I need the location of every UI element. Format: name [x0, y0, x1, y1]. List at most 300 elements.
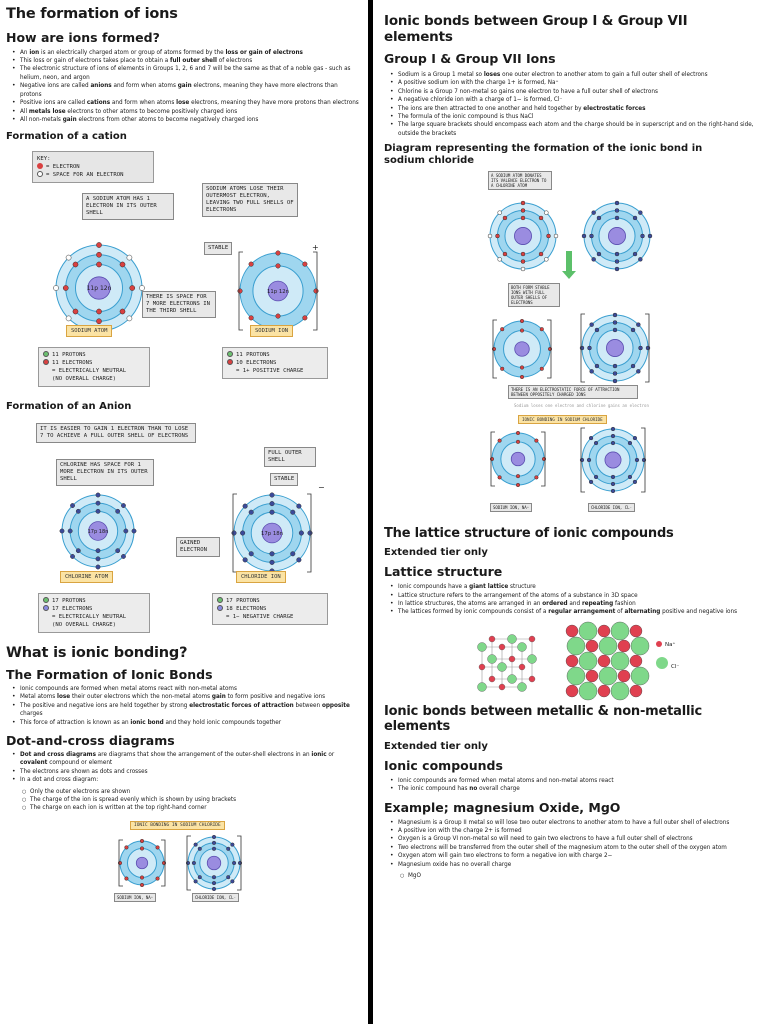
cap-chloride-small: CHLORIDE ION, CL⁻	[192, 893, 239, 902]
list-item: • This loss or gain of electrons takes place to obtain a full outer shell of electrons	[20, 57, 360, 65]
electron	[76, 549, 80, 553]
info-line: 17 PROTONS	[43, 597, 145, 605]
lattice-ion	[488, 654, 497, 663]
cap-sodium-small: SODIUM ION, NA⁺	[114, 893, 156, 902]
list-item: • Lattice structure refers to the arrangement of the atoms of a substance in 3D space	[398, 592, 756, 600]
info-line: 11 PROTONS	[227, 351, 323, 359]
electron	[303, 316, 308, 321]
list-item: ○ Only the outer electrons are shown	[30, 788, 360, 796]
tier-lattice: Extended tier only	[384, 547, 488, 559]
list-item: • All metals lose electrons to other atoms to become positively charged ions	[20, 108, 360, 116]
electron	[70, 555, 74, 559]
lattice-ion	[630, 655, 642, 667]
list-item: • In a dot and cross diagram: ○ Only the outer electrons are shown ○ The charge of the ion is spread evenly which is shown by using brackets ○ The charge on each ion is written at the top right-hand corner	[20, 776, 360, 813]
dot-cross-chloride-ion	[186, 835, 242, 891]
electron	[587, 458, 591, 462]
down-arrow-head-icon	[562, 271, 576, 279]
lattice-ion	[509, 656, 515, 662]
electron	[240, 531, 245, 536]
particle-icon	[43, 597, 49, 603]
electron	[297, 558, 302, 563]
electron	[249, 552, 254, 557]
legend-cl-label: Cl⁻	[671, 663, 680, 670]
heading-lattice: Lattice structure	[384, 564, 503, 580]
electron	[96, 252, 101, 257]
electron	[539, 216, 543, 220]
electron	[498, 258, 502, 262]
electron	[156, 846, 160, 850]
electron	[66, 255, 71, 260]
electron	[140, 876, 144, 880]
heading-formation-bonds: The Formation of Ionic Bonds	[6, 667, 213, 682]
dot-cross-list	[6, 751, 360, 813]
electron	[299, 531, 304, 536]
electron	[314, 289, 319, 294]
electron	[539, 252, 543, 256]
lattice-ion	[499, 644, 505, 650]
electron	[96, 493, 100, 497]
list-item: • Dot and cross diagrams are diagrams that show the arrangement of the outer-shell electrons in an ionic or covalent compound or element	[20, 751, 360, 768]
electron	[232, 531, 237, 536]
electron	[535, 439, 539, 443]
lattice-ion	[611, 682, 629, 700]
electron	[276, 314, 281, 319]
nucleus	[511, 453, 525, 467]
key-electron-row	[37, 163, 149, 171]
lattice-ion	[579, 652, 597, 670]
electron	[641, 234, 645, 238]
lattice-ion	[579, 682, 597, 700]
lattice-ion	[529, 636, 535, 642]
electron	[639, 346, 643, 350]
lattice-ion	[599, 637, 617, 655]
electron	[500, 328, 504, 332]
lattice-ion	[631, 667, 649, 685]
particle-icon	[43, 351, 49, 357]
sodium-atom-info	[38, 347, 150, 387]
electron	[270, 502, 275, 507]
tag-sodium-ion: SODIUM ION	[250, 325, 293, 337]
lattice-ion	[630, 625, 642, 637]
electron	[613, 372, 617, 376]
electron	[140, 883, 144, 887]
legend-na	[656, 641, 675, 648]
electron	[68, 529, 72, 533]
electron	[611, 482, 615, 486]
lattice-ion	[611, 652, 629, 670]
list-item: • A positive sodium ion with the charge 1+ is formed, Na⁺	[398, 79, 756, 87]
electron	[270, 510, 275, 515]
heading-group-ions: Group I & Group VII Ions	[384, 51, 556, 67]
electron	[231, 843, 235, 847]
electron	[597, 252, 601, 256]
space-dot-icon	[37, 171, 43, 177]
metal-list	[384, 777, 756, 794]
lattice-ion	[518, 682, 527, 691]
electron	[615, 209, 619, 213]
nacl-chlorine-atom	[582, 201, 652, 271]
electron	[590, 370, 594, 374]
tag-chlorine-atom: CHLORINE ATOM	[60, 571, 113, 583]
electron	[125, 846, 129, 850]
down-arrow-icon	[566, 251, 572, 273]
list-item: • Two electrons will be transferred from the outer shell of the magnesium atom to the outer shell of the oxygen atom	[398, 844, 756, 852]
electron	[613, 328, 617, 332]
list-item: • The ionic compound has no overall charge	[398, 785, 756, 793]
electron	[73, 262, 78, 267]
electron	[212, 881, 216, 885]
label-force: THERE IS AN ELECTROSTATIC FORCE OF ATTRACTION BETWEEN OPPOSITELY CHARGED IONS	[508, 385, 638, 399]
bonding-list	[6, 685, 360, 727]
group-ions-list	[384, 71, 756, 138]
electron	[631, 364, 635, 368]
electron	[121, 555, 125, 559]
nucleus	[207, 856, 221, 870]
nucleus	[608, 228, 625, 245]
electron	[503, 216, 507, 220]
label-full-shell: FULL OUTER SHELL	[264, 447, 316, 467]
label-space: THERE IS SPACE FOR 7 MORE ELECTRONS IN THE THIRD SHELL	[142, 291, 216, 318]
nacl-final-chloride-ion	[580, 427, 646, 493]
mgo-list	[384, 819, 756, 881]
list-item: • The large square brackets should encompass each atom and the charge should be in superscript and on the right-hand side, outside the brackets	[398, 121, 756, 138]
electron	[249, 316, 254, 321]
electron	[554, 234, 558, 238]
title-ionic-bonding: What is ionic bonding?	[6, 645, 188, 662]
lattice-ion	[630, 685, 642, 697]
info-line: 10 ELECTRONS	[227, 359, 323, 367]
electron	[628, 441, 632, 445]
electron	[633, 437, 637, 441]
info-line: (NO OVERALL CHARGE)	[52, 376, 116, 383]
electron	[198, 875, 202, 879]
electron	[96, 557, 100, 561]
electron	[516, 483, 520, 487]
electron	[96, 262, 101, 267]
nacl-sodium-atom	[488, 201, 558, 271]
electron	[116, 549, 120, 553]
lattice-ion	[586, 640, 598, 652]
electron	[297, 504, 302, 509]
left-column	[0, 0, 366, 1024]
how-formed-list	[6, 49, 360, 125]
label-atom-has: A SODIUM ATOM HAS 1 ELECTRON IN ITS OUTER SHELL	[82, 193, 174, 220]
electron	[132, 529, 136, 533]
chlorine-atom-diagram	[60, 493, 136, 569]
nacl-sodium-ion	[492, 319, 552, 379]
electron	[96, 565, 100, 569]
electron	[192, 861, 196, 865]
lattice-ion	[618, 670, 630, 682]
electron	[648, 234, 652, 238]
ion-charge-minus: −	[318, 483, 325, 493]
legend-na-label: Na⁺	[665, 641, 676, 648]
nucleus-label: 17p 18n	[87, 529, 109, 536]
stable-label: STABLE	[204, 242, 232, 255]
electron	[270, 560, 275, 565]
electron	[73, 309, 78, 314]
electron	[595, 364, 599, 368]
nucleus-label: 17p 18n	[261, 531, 283, 538]
chlorine-atom-info	[38, 593, 150, 633]
nacl-chloride-ion	[580, 313, 650, 383]
nacl-caption: Sodium loses one electron and chlorine gains an electron	[514, 403, 649, 409]
lattice-ion	[598, 685, 610, 697]
electron	[116, 509, 120, 513]
lattice-list	[384, 583, 756, 617]
heading-cation: Formation of a cation	[6, 131, 127, 143]
lattice-ion	[566, 685, 578, 697]
tag-sodium-atom: SODIUM ATOM	[66, 325, 112, 337]
electron	[96, 549, 100, 553]
column-divider	[368, 0, 373, 1024]
electron	[498, 211, 502, 215]
electron	[120, 309, 125, 314]
electron	[613, 313, 617, 317]
list-item: • Ionic compounds have a giant lattice structure	[398, 583, 756, 591]
key-space-label: = SPACE FOR AN ELECTRON	[46, 172, 124, 179]
nucleus	[136, 857, 147, 868]
electron	[521, 216, 525, 220]
lattice-ion	[498, 662, 507, 671]
electron	[521, 201, 525, 205]
lattice-ion	[567, 667, 585, 685]
list-item: • Oxygen atom will gain two electrons to form a negative ion with charge 2−	[398, 852, 756, 860]
electron	[66, 316, 71, 321]
electron	[96, 243, 101, 248]
electron	[635, 458, 639, 462]
ion-charge-plus: +	[312, 243, 319, 253]
electron	[488, 234, 492, 238]
lattice-ion	[478, 642, 487, 651]
lattice-ion	[598, 655, 610, 667]
info-line: 17 PROTONS	[217, 597, 323, 605]
key-title: KEY:	[37, 156, 51, 163]
electron	[615, 252, 619, 256]
chloride-ion-diagram	[232, 493, 312, 573]
electron	[212, 875, 216, 879]
title-metal-nonmetal: Ionic bonds between metallic & non-metallic elements	[384, 703, 703, 734]
lattice-ion	[631, 637, 649, 655]
electron	[290, 552, 295, 557]
cap-sodium-ion: SODIUM ION, NA⁺	[490, 503, 532, 512]
electron	[270, 493, 275, 498]
electron	[613, 364, 617, 368]
chloride-ion-info	[212, 593, 328, 625]
electron	[156, 877, 160, 881]
label-donates: A SODIUM ATOM DONATES ITS VALENCE ELECTRON TO A CHLORINE ATOM	[488, 171, 552, 190]
lattice-ion	[599, 667, 617, 685]
electron	[249, 510, 254, 515]
info-line: (NO OVERALL CHARGE)	[52, 622, 116, 629]
electron	[496, 234, 500, 238]
electron	[96, 509, 100, 513]
list-item: • The ions are then attracted to one another and held together by electrostatic forces	[398, 105, 756, 113]
electron	[303, 262, 308, 267]
page-title-ions: The formation of ions	[6, 6, 178, 22]
tier-metal: Extended tier only	[384, 740, 488, 752]
lattice-ion	[611, 622, 629, 640]
list-item: • Oxygen is a Group VI non-metal so will need to gain two electrons to have a full outer shell of electrons	[398, 835, 756, 843]
electron	[53, 286, 58, 291]
electron	[589, 480, 593, 484]
heading-dot-cross: Dot-and-cross diagrams	[6, 733, 175, 749]
electron	[588, 346, 592, 350]
electron	[611, 434, 615, 438]
electron	[232, 861, 236, 865]
lattice-ion	[566, 655, 578, 667]
electron	[520, 375, 524, 379]
electron	[231, 879, 235, 883]
lattice-ion	[489, 636, 495, 642]
electron	[249, 262, 254, 267]
list-item: • The electronic structure of ions of elements in Groups 1, 2, 6 and 7 will be the same as that of a noble gas - such as helium, neon, and argon	[20, 65, 360, 82]
list-item: • Magnesium oxide has no overall charge ○ MgO	[398, 861, 756, 881]
lattice-ion	[519, 664, 525, 670]
electron	[276, 264, 281, 269]
electron	[594, 475, 598, 479]
particle-icon	[227, 359, 233, 365]
heading-nacl-diagram: Diagram representing the formation of the ionic bond in sodium chloride	[384, 143, 703, 167]
cl-ion-icon	[656, 657, 668, 669]
label-lose: SODIUM ATOMS LOSE THEIR OUTERMOST ELECTRON, LEAVING TWO FULL SHELLS OF ELECTRONS	[202, 183, 298, 217]
electron	[636, 323, 640, 327]
sodium-atom-diagram	[54, 243, 144, 333]
list-item: • Magnesium is a Group II metal so will lose two outer electrons to another atom to have a full outer shell of electrons	[398, 819, 756, 827]
electron	[520, 329, 524, 333]
electron	[613, 321, 617, 325]
mgo-sublist	[398, 872, 756, 880]
electron	[139, 286, 144, 291]
title-lattice: The lattice structure of ionic compounds	[384, 526, 674, 542]
info-line: 17 ELECTRONS	[43, 605, 145, 613]
list-item: • An ion is an electrically charged atom or group of atoms formed by the loss or gain of electrons	[20, 49, 360, 57]
electron	[544, 258, 548, 262]
electron	[633, 216, 637, 220]
electron	[638, 211, 642, 215]
na-ion-icon	[656, 641, 662, 647]
info-line: = 1− NEGATIVE CHARGE	[226, 614, 294, 621]
electron	[520, 319, 524, 323]
list-item: • Ionic compounds are formed when metal atoms react with non-metal atoms	[20, 685, 360, 693]
electron	[633, 480, 637, 484]
electron	[638, 258, 642, 262]
electron	[270, 552, 275, 557]
lattice-ion	[479, 664, 485, 670]
electron	[516, 475, 520, 479]
list-item: • A negative chloride ion with a charge of 1− is formed, Cl⁻	[398, 96, 756, 104]
list-item: ○ The charge of the ion is spread evenly which is shown by using brackets	[30, 796, 360, 804]
electron	[631, 328, 635, 332]
electron	[130, 286, 135, 291]
electron	[547, 234, 551, 238]
list-item: • This force of attraction is known as an ionic bond and they hold ionic compounds together	[20, 719, 360, 727]
particle-icon	[43, 359, 49, 365]
electron	[124, 529, 128, 533]
lattice-ion	[567, 637, 585, 655]
key-box	[32, 151, 154, 183]
electron	[96, 501, 100, 505]
electron	[243, 558, 248, 563]
electron	[582, 234, 586, 238]
electron	[636, 370, 640, 374]
lattice-ion	[586, 670, 598, 682]
lattice-packed-model	[562, 621, 650, 701]
electron	[212, 835, 216, 839]
heading-ionic-compounds: Ionic compounds	[384, 757, 503, 773]
electron	[140, 847, 144, 851]
electron	[243, 504, 248, 509]
electron	[521, 260, 525, 264]
heading-mgo: Example; magnesium Oxide, MgO	[384, 799, 621, 815]
electron	[198, 847, 202, 851]
list-item: • Negative ions are called anions and form when atoms gain electrons, meaning they have more electrons than protons	[20, 82, 360, 99]
info-line: 18 ELECTRONS	[217, 605, 323, 613]
label-easier: IT IS EASIER TO GAIN 1 ELECTRON THAN TO LOSE 7 TO ACHIEVE A FULL OUTER SHELL OF ELECTRONS	[36, 423, 196, 443]
electron	[140, 839, 144, 843]
nacl-final-sodium-ion	[490, 431, 546, 487]
electron	[498, 439, 502, 443]
electron	[540, 367, 544, 371]
electron	[611, 475, 615, 479]
electron	[212, 841, 216, 845]
particle-icon	[227, 351, 233, 357]
electron	[521, 209, 525, 213]
list-item: • All non-metals gain electrons from other atoms to become negatively charged ions	[20, 116, 360, 124]
electron	[611, 441, 615, 445]
dot-cross-sodium-ion	[118, 839, 166, 887]
electron	[121, 504, 125, 508]
nacl-diagram	[384, 167, 756, 527]
electron	[520, 366, 524, 370]
lattice-ion	[579, 622, 597, 640]
electron-dot-icon	[37, 163, 43, 169]
lattice-ion	[618, 640, 630, 652]
electron	[238, 289, 243, 294]
list-item: • In lattice structures, the atoms are arranged in an ordered and repeating fashion	[398, 600, 756, 608]
lattice-grid-model	[474, 625, 558, 695]
list-item: • Positive ions are called cations and form when atoms lose electrons, meaning they have more protons than electrons	[20, 99, 360, 107]
lattice-ion	[529, 676, 535, 682]
label-gained: GAINED ELECTRON	[176, 537, 220, 557]
electron	[120, 262, 125, 267]
list-item: • Metal atoms lose their outer electrons which the non-metal atoms gain to form positive and negative ions	[20, 693, 360, 701]
electron	[613, 379, 617, 383]
electron	[590, 323, 594, 327]
nucleus	[515, 342, 530, 357]
dot-cross-diagram	[6, 813, 360, 909]
info-line: 11 PROTONS	[43, 351, 145, 359]
heading-how-formed: How are ions formed?	[6, 29, 160, 45]
electron	[127, 316, 132, 321]
lattice-ion	[508, 634, 517, 643]
electron	[308, 531, 313, 536]
info-line: = ELECTRICALLY NEUTRAL	[52, 368, 127, 375]
electron	[212, 887, 216, 891]
electron	[70, 504, 74, 508]
heading-anion: Formation of an Anion	[6, 401, 132, 413]
lattice-diagram	[384, 617, 756, 707]
lattice-ion	[598, 625, 610, 637]
electron	[633, 252, 637, 256]
nucleus	[606, 340, 623, 357]
electron	[597, 216, 601, 220]
electron	[226, 875, 230, 879]
key-electron-label: = ELECTRON	[46, 164, 80, 171]
electron	[535, 476, 539, 480]
info-line: 11 ELECTRONS	[43, 359, 145, 367]
nucleus-label: 11p 12n	[267, 289, 289, 296]
